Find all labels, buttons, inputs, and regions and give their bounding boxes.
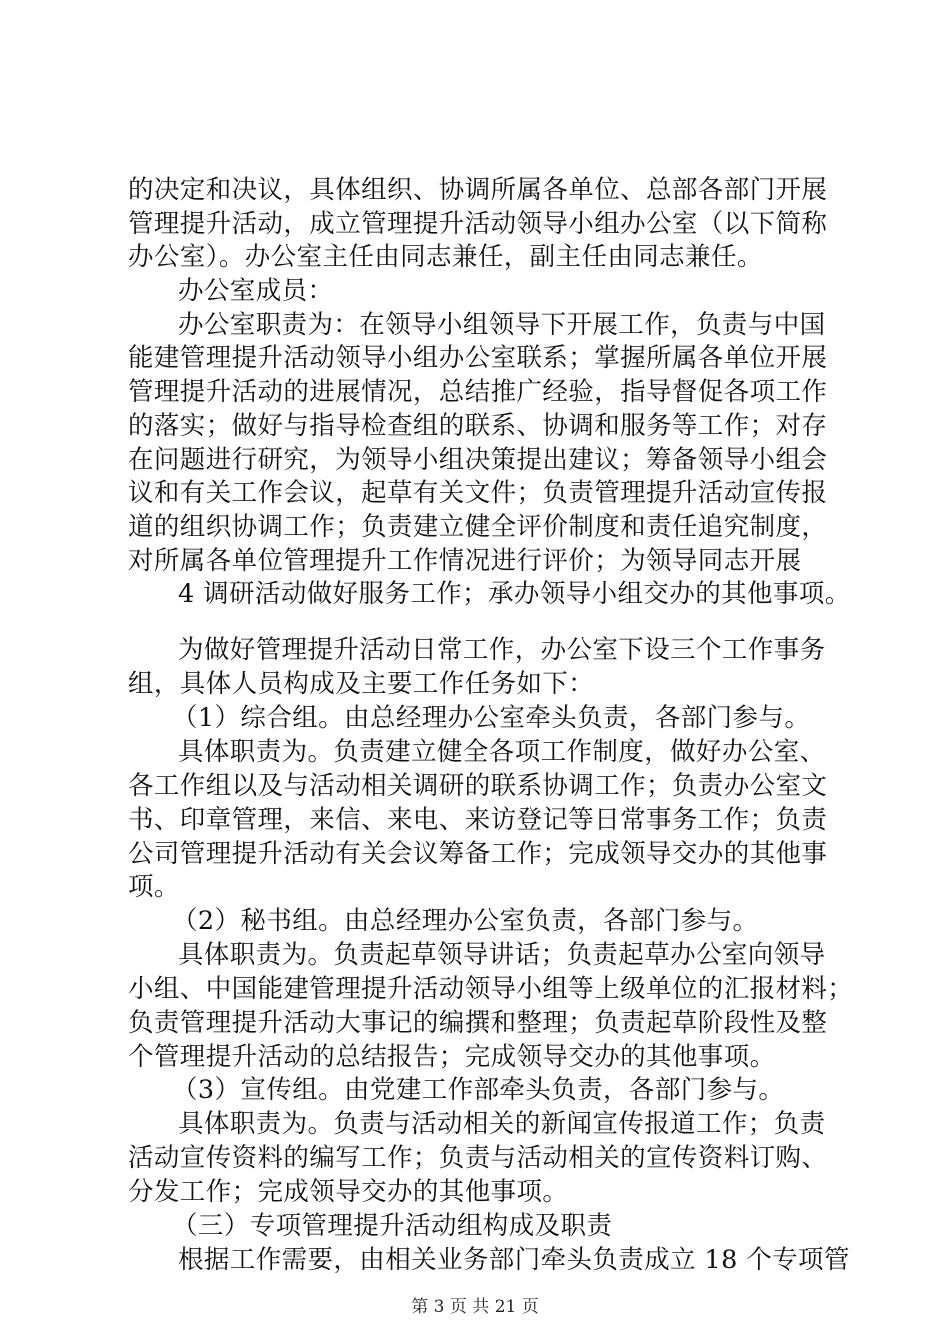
- body-line: 具体职责为。负责起草领导讲话；负责起草办公室向领导: [178, 940, 826, 970]
- body-line: 具体职责为。负责建立健全各项工作制度，做好办公室、: [178, 737, 826, 767]
- body-line: 根据工作需要，由相关业务部门牵头负责成立 18 个专项管: [178, 1245, 850, 1275]
- body-line: 在问题进行研究，为领导小组决策提出建议；筹备领导小组会: [128, 445, 828, 475]
- body-line: 4 调研活动做好服务工作；承办领导小组交办的其他事项。: [178, 579, 851, 609]
- body-line: 个管理提升活动的总结报告；完成领导交办的其他事项。: [128, 1042, 776, 1072]
- body-line: 办公室成员：: [178, 276, 334, 306]
- page-footer: 第 3 页 共 21 页: [411, 1297, 539, 1317]
- body-line: （1）综合组。由总经理办公室牵头负责，各部门参与。: [172, 703, 811, 733]
- body-line: 分发工作；完成领导交办的其他事项。: [128, 1177, 569, 1207]
- body-line: 书、印章管理，来信、来电、来访登记等日常事务工作；负责: [128, 805, 828, 835]
- body-line: 活动宣传资料的编写工作；负责与活动相关的宣传资料订购、: [128, 1143, 828, 1173]
- body-line: 办公室）。办公室主任由同志兼任，副主任由同志兼任。: [128, 242, 763, 272]
- body-line: 管理提升活动，成立管理提升活动领导小组办公室（以下简称: [128, 209, 828, 239]
- body-line: （3）宣传组。由党建工作部牵头负责，各部门参与。: [172, 1075, 785, 1105]
- body-line: 能建管理提升活动领导小组办公室联系；掌握所属各单位开展: [128, 343, 828, 373]
- body-line: 各工作组以及与活动相关调研的联系协调工作；负责办公室文: [128, 771, 828, 801]
- body-line: 议和有关工作会议，起草有关文件；负责管理提升活动宣传报: [128, 478, 828, 508]
- body-line: 对所属各单位管理提升工作情况进行评价；为领导同志开展: [128, 546, 802, 576]
- body-line: 道的组织协调工作；负责建立健全评价制度和责任追究制度，: [128, 512, 828, 542]
- section-heading: （三）专项管理提升活动组构成及职责: [172, 1211, 613, 1241]
- body-line: 具体职责为。负责与活动相关的新闻宣传报道工作；负责: [178, 1109, 826, 1139]
- body-line: 的决定和决议，具体组织、协调所属各单位、总部各部门开展: [128, 175, 828, 205]
- body-line: 为做好管理提升活动日常工作，办公室下设三个工作事务: [178, 635, 826, 665]
- body-line: 的落实；做好与指导检查组的联系、协调和服务等工作；对存: [128, 411, 828, 441]
- body-line: 项。: [128, 872, 180, 902]
- body-line: 负责管理提升活动大事记的编撰和整理；负责起草阶段性及整: [128, 1008, 828, 1038]
- body-line: 组，具体人员构成及主要工作任务如下：: [128, 669, 595, 699]
- body-line: （2）秘书组。由总经理办公室负责，各部门参与。: [172, 906, 759, 936]
- body-line: 公司管理提升活动有关会议筹备工作；完成领导交办的其他事: [128, 839, 828, 869]
- body-line: 管理提升活动的进展情况，总结推广经验，指导督促各项工作: [128, 377, 828, 407]
- body-line: 小组、中国能建管理提升活动领导小组等上级单位的汇报材料；: [128, 974, 854, 1004]
- body-line: 办公室职责为：在领导小组领导下开展工作，负责与中国: [178, 310, 826, 340]
